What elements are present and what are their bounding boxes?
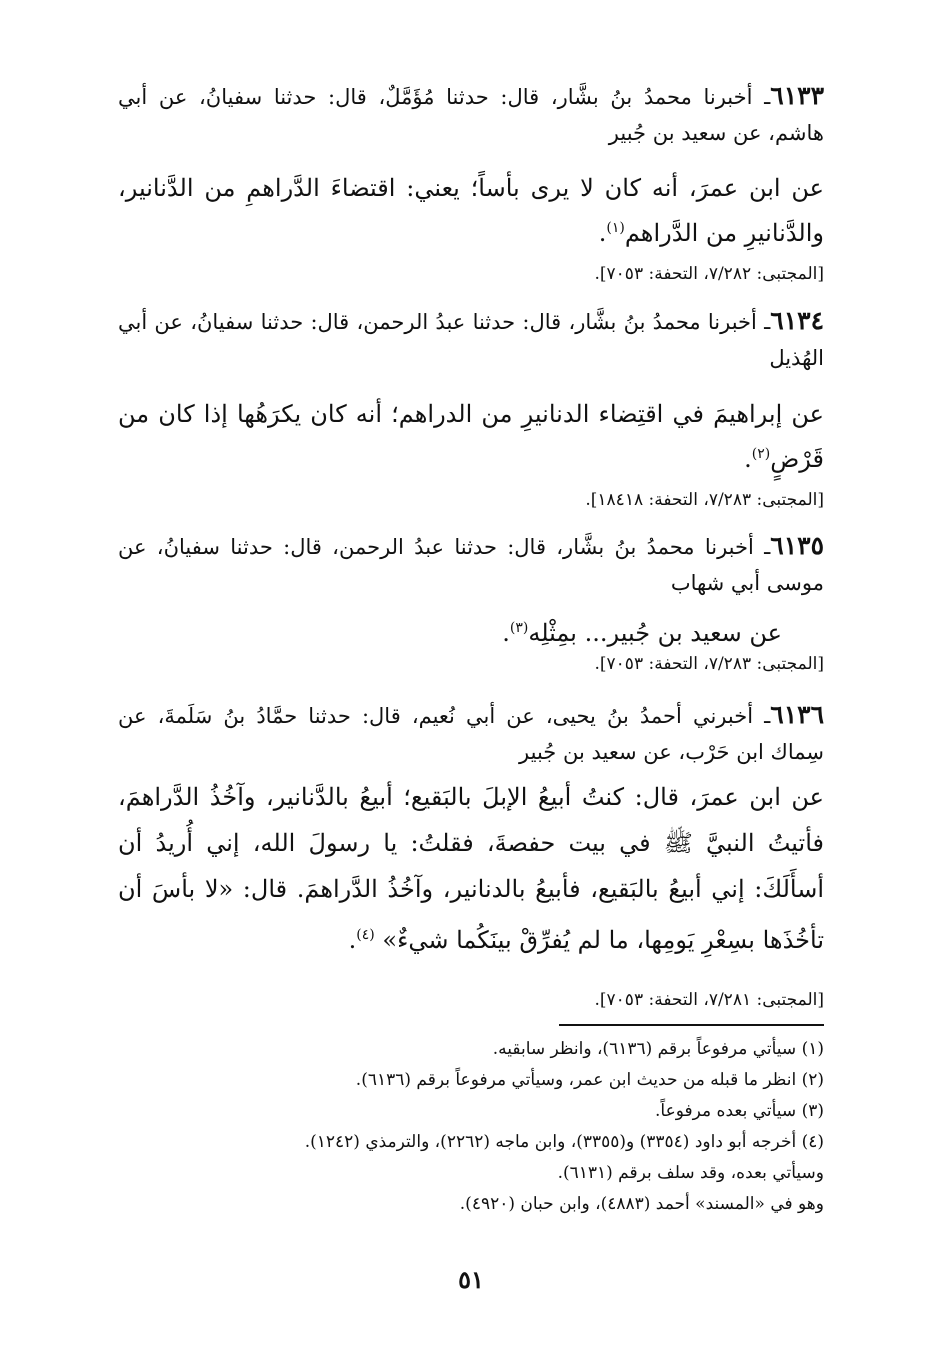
sentence-end: . [744,445,752,473]
isnad-text: ـ أخبرنا محمدُ بنُ بشَّار، قال: حدثنا عبدُ الرحمن، قال: حدثنا سفيانُ، عن موسى أبي شهاب [118,535,824,595]
hadith-6134-chain [118,303,824,376]
footnote-4-continued: وسيأتي بعده، وقد سلف برقم (٦١٣١). [557,1163,824,1183]
hadith-6133-reference: [المجتبى: ٧/٢٨٢، التحفة: ٧٠٥٣]. [594,264,824,284]
footnote-1: (١) سيأتي مرفوعاً برقم (٦١٣٦)، وانظر سابقيه. [492,1039,824,1059]
footnote-marker: (٢) [751,446,771,462]
hadith-6135-text [118,608,782,653]
hadith-6134-reference: [المجتبى: ٧/٢٨٣، التحفة: ١٨٤١٨]. [585,490,824,510]
sentence-end: . [502,619,510,647]
footnote-marker: (٣) [509,620,529,636]
matn-text: عن ابن عمرَ، أنه كان لا يرى بأساً؛ يعني: اقتضاءَ الدَّراهمِ من الدَّنانير، والدَّنانيرِ من الدَّراهم [118,174,824,247]
hadith-number: ٦١٣٤ [770,306,824,335]
footnote-marker: (١) [606,220,625,236]
footnote-separator [559,1024,824,1026]
page-number: ٥١ [458,1265,484,1294]
matn-text: عن ابن عمرَ، قال: كنتُ أبيعُ الإبلَ بالبَقيع؛ أبيعُ بالدَّنانير، وآخُذُ الدَّراهمَ، فأتيتُ النبيَّ ﷺ في بيت حفصةَ، فقلتُ: يا رسولَ الله، إني أُريدُ أن أسأَلَكَ: إني أبيعُ بالبَقيع، فأبيعُ بالدنانير، وآخُذُ الدَّراهمَ. قال: «لا بأسَ أن تأخُذَها بسِعْرِ يَومِها، ما لم يُفرِّقْ بينَكُما شيءٌ» [118,783,824,954]
footnote-2: (٢) انظر ما قبله من حديث ابن عمر، وسيأتي مرفوعاً برقم (٦١٣٦). [355,1070,824,1090]
hadith-6133-chain [118,78,824,151]
hadith-6136-reference: [المجتبى: ٧/٢٨١، التحفة: ٧٠٥٣]. [594,990,824,1010]
footnote-4-continued-2: وهو في «المسند» أحمد (٤٨٨٣)، وابن حبان (٤٩٢٠). [459,1194,824,1214]
sentence-end: . [348,926,357,954]
hadith-6134-text [118,394,824,479]
sentence-end: . [598,219,607,247]
hadith-6135-reference: [المجتبى: ٧/٢٨٣، التحفة: ٧٠٥٣]. [594,654,824,674]
matn-text: عن إبراهيمَ في اقتِضاء الدنانيرِ من الدراهم؛ أنه كان يكرَهُها إذا كان من قَرْضٍ [118,400,824,473]
isnad-text: ـ أخبرنا محمدُ بنُ بشَّار، قال: حدثنا عبدُ الرحمن، قال: حدثنا سفيانُ، عن أبي الهُذيل [118,310,824,370]
hadith-number: ٦١٣٦ [770,700,824,729]
isnad-text: ـ أخبرني أحمدُ بنُ يحيى، عن أبي نُعيم، قال: حدثنا حمَّادُ بنُ سَلَمةَ، عن سِماك ابن حَرْب، عن سعيد بن جُبير [118,704,824,764]
hadith-6136-text [118,774,824,963]
hadith-number: ٦١٣٥ [770,531,824,560]
hadith-number: ٦١٣٣ [770,81,824,110]
hadith-6135-chain [118,528,824,601]
footnote-3: (٣) سيأتي بعده مرفوعاً. [655,1101,824,1121]
footnotes [118,1034,824,1220]
footnote-marker: (٤) [356,927,375,943]
footnote-4: (٤) أخرجه أبو داود (٣٣٥٤) و(٣٣٥٥)، وابن ماجه (٢٢٦٢)، والترمذي (١٢٤٢). [304,1132,824,1152]
hadith-6133-text [118,168,824,253]
hadith-6136-chain [118,697,824,770]
isnad-text: ـ أخبرنا محمدُ بنُ بشَّار، قال: حدثنا مُؤَمَّلٌ، قال: حدثنا سفيانُ، عن أبي هاشم، عن سعيد بن جُبير [118,85,824,145]
matn-text: عن سعيد بن جُبير... بمِثْلِه [528,619,782,647]
